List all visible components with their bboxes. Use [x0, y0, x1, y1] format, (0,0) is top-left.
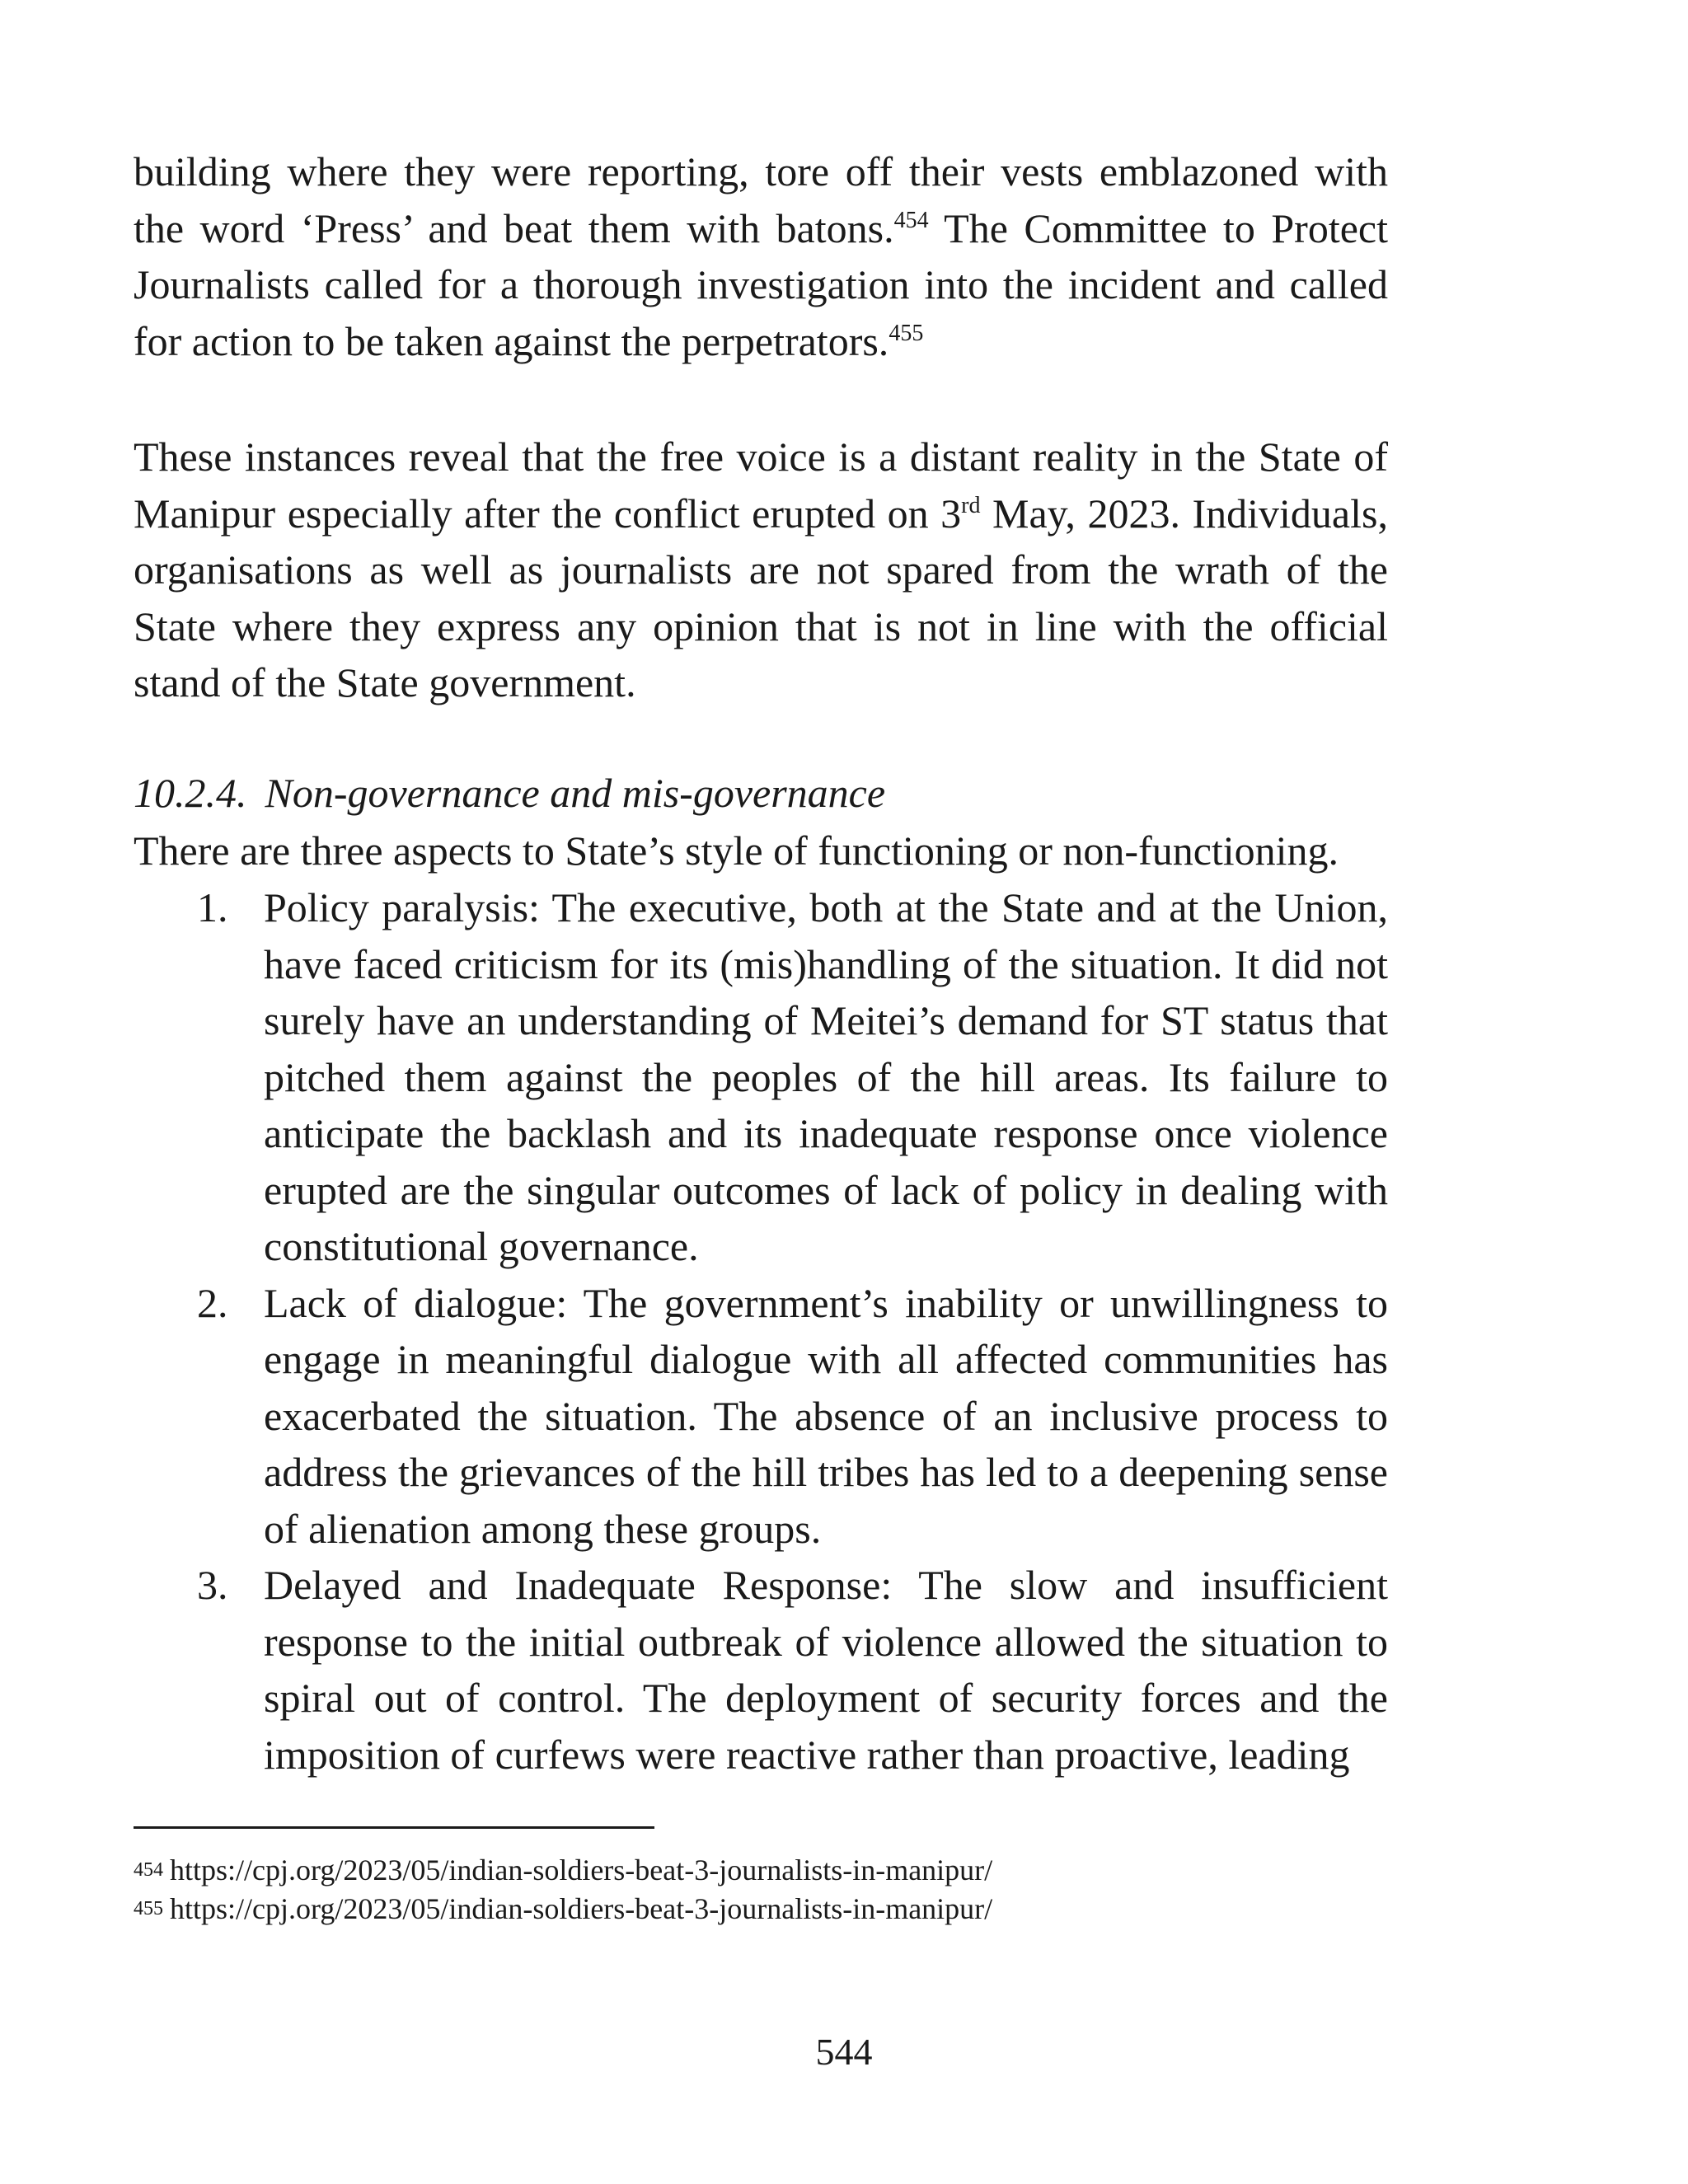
list-item-text: Delayed and Inadequate Response: The slow and insufficient response to the initial outbreak of violence allowed the situation to spiral out of control. The deployment of security forces and the imposition of curfews were reactive rather than proactive, leading	[264, 1562, 1388, 1778]
footnote-link[interactable]: https://cpj.org/2023/05/indian-soldiers-beat-3-journalists-in-manipur/	[170, 1854, 993, 1886]
paragraph-press-attack	[134, 143, 1388, 369]
list-marker: 1.	[197, 884, 228, 930]
section-title: Non-governance and mis-governance	[265, 770, 886, 816]
ordinal-suffix: rd	[961, 492, 981, 518]
paragraph-text: The Committee to Protect Journalists called for a thorough investigation into the incident and called for action to be taken against the perpetrators.	[134, 204, 1388, 364]
list-item-text: Policy paralysis: The executive, both at the State and at the Union, have faced criticism for its (mis)handling of the situation. It did not surely have an understanding of Meitei’s demand for ST status that pitched them against the peoples of the hill areas. Its failure to anticipate the backlash and its inadequate response once violence erupted are the singular outcomes of lack of policy in dealing with constitutional governance.	[264, 884, 1388, 1269]
list-marker: 2.	[197, 1279, 228, 1326]
footnote-454	[134, 1851, 1452, 1890]
section-intro: There are three aspects to State’s style of functioning or non-functioning.	[134, 827, 1339, 874]
numbered-list	[134, 879, 1388, 1783]
list-item	[134, 879, 1388, 1275]
page-number: 544	[815, 2031, 873, 2073]
section-heading	[134, 765, 885, 822]
footnote-455	[134, 1890, 1452, 1929]
list-marker: 3.	[197, 1562, 228, 1608]
paragraph-text: These instances reveal that the free voice is a distant reality in the State of Manipur especially after the conflict erupted on 3	[134, 434, 1388, 537]
paragraph-text: building where they were reporting, tore off their vests emblazoned with the word ‘Press’ and beat them with batons.	[134, 148, 1388, 251]
footnote-link[interactable]: https://cpj.org/2023/05/indian-soldiers-beat-3-journalists-in-manipur/	[170, 1892, 993, 1925]
footnote-ref-454[interactable]: 454	[893, 207, 929, 233]
paragraph-text: May, 2023. Individuals, organisations as well as journalists are not spared from the wrath of the State where they express any opinion that is not in line with the official stand of the State government.	[134, 490, 1388, 705]
section-number: 10.2.4.	[134, 770, 247, 816]
list-item	[134, 1275, 1388, 1558]
list-item-text: Lack of dialogue: The government’s inability or unwillingness to engage in meaningful dialogue with all affected communities has exacerbated the situation. The absence of an inclusive process to address the grievances of the hill tribes has led to a deepening sense of alienation among these groups.	[264, 1279, 1388, 1552]
footnote-number: 455	[134, 1898, 163, 1919]
footnote-ref-455[interactable]: 455	[889, 320, 924, 346]
footnotes	[134, 1851, 1452, 1929]
paragraph-free-voice	[134, 429, 1388, 711]
list-item	[134, 1557, 1388, 1783]
footnote-divider	[134, 1826, 654, 1829]
footnote-number: 454	[134, 1859, 163, 1881]
